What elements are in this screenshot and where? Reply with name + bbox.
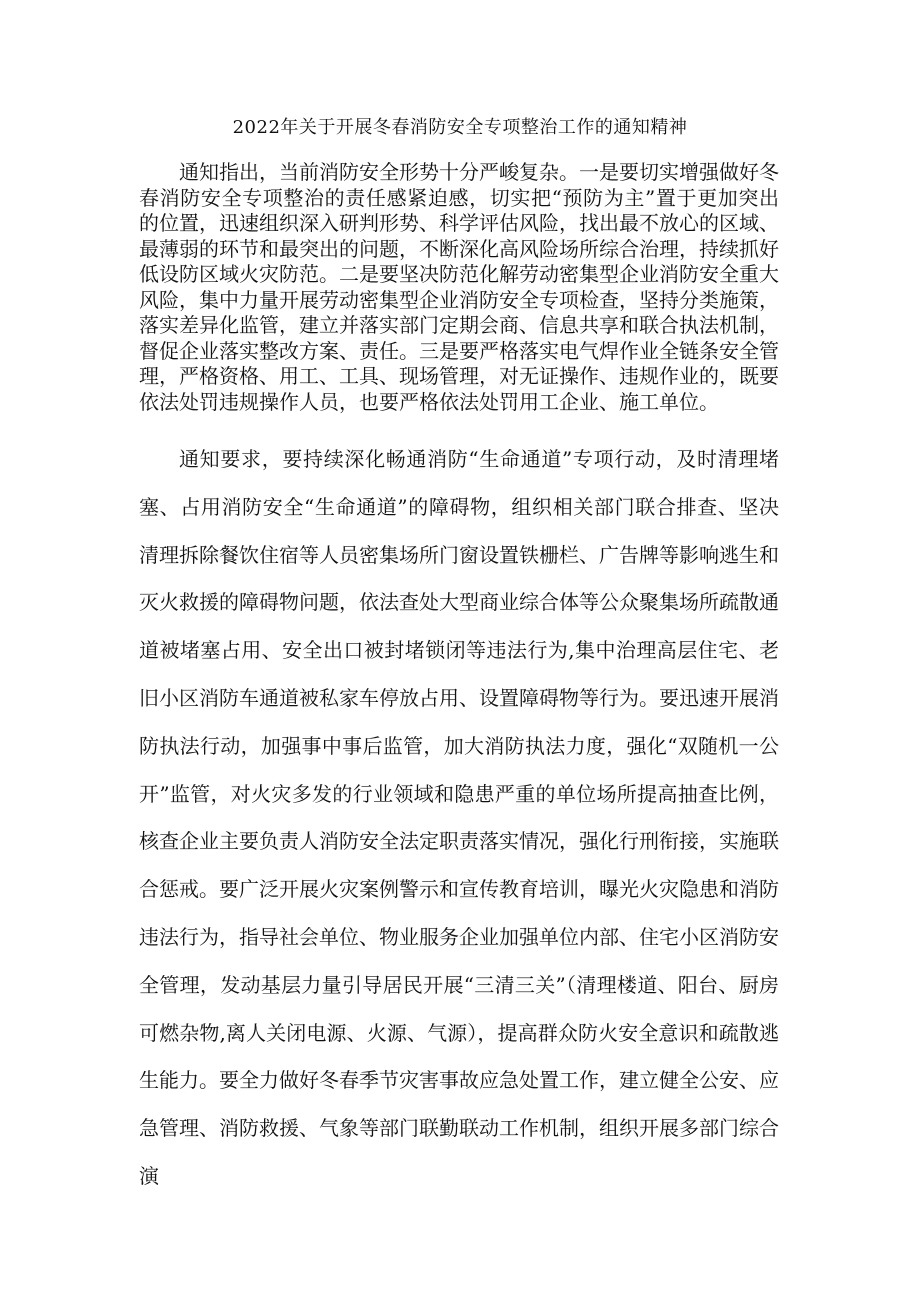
paragraph-notice-points: 通知指出，当前消防安全形势十分严峻复杂。一是要切实增强做好冬春消防安全专项整治的责任感紧迫感，切实把“预防为主”置于更加突出的位置，迅速组织深入研判形势、科学评估风险，找出最不放心的区域、最薄弱的环节和最突出的问题，不断深化高风险场所综合治理，持续抓好低设防区域火灾防范。二是要坚决防范化解劳动密集型企业消防安全重大风险，集中力量开展劳动密集型企业消防安全专项检查，坚持分类施策，落实差异化监管，建立并落实部门定期会商、信息共享和联合执法机制，督促企业落实整改方案、责任。三是要严格落实电气焊作业全链条安全管理，严格资格、用工、工具、现场管理，对无证操作、违规作业的，既要依法处罚违规操作人员，也要严格依法处罚用工企业、施工单位。 — [139, 160, 779, 414]
paragraph-notice-requirements: 通知要求，要持续深化畅通消防“生命通道”专项行动，及时清理堵塞、占用消防安全“生命通道”的障碍物，组织相关部门联合排查、坚决清理拆除餐饮住宿等人员密集场所门窗设置铁栅栏、广告牌等影响逃生和灭火救援的障碍物问题，依法查处大型商业综合体等公众聚集场所疏散通道被堵塞占用、安全出口被封堵锁闭等违法行为,集中治理高层住宅、老旧小区消防车通道被私家车停放占用、设置障碍物等行为。要迅速开展消防执法行动，加强事中事后监管，加大消防执法力度，强化“双随机一公开”监管，对火灾多发的行业领域和隐患严重的单位场所提高抽查比例，核查企业主要负责人消防安全法定职责落实情况，强化行刑衔接，实施联合惩戒。要广泛开展火灾案例警示和宣传教育培训，曝光火灾隐患和消防违法行为，指导社会单位、物业服务企业加强单位内部、住宅小区消防安全管理，发动基层力量引导居民开展“三清三关”（清理楼道、阳台、厨房可燃杂物,离人关闭电源、火源、气源），提高群众防火安全意识和疏散逃生能力。要全力做好冬春季节灾害事故应急处置工作，建立健全公安、应急管理、消防救援、气象等部门联勤联动工作机制，组织开展多部门综合演 — [139, 447, 779, 1188]
document-title: 2022年关于开展冬春消防安全专项整治工作的通知精神 — [232, 117, 688, 138]
